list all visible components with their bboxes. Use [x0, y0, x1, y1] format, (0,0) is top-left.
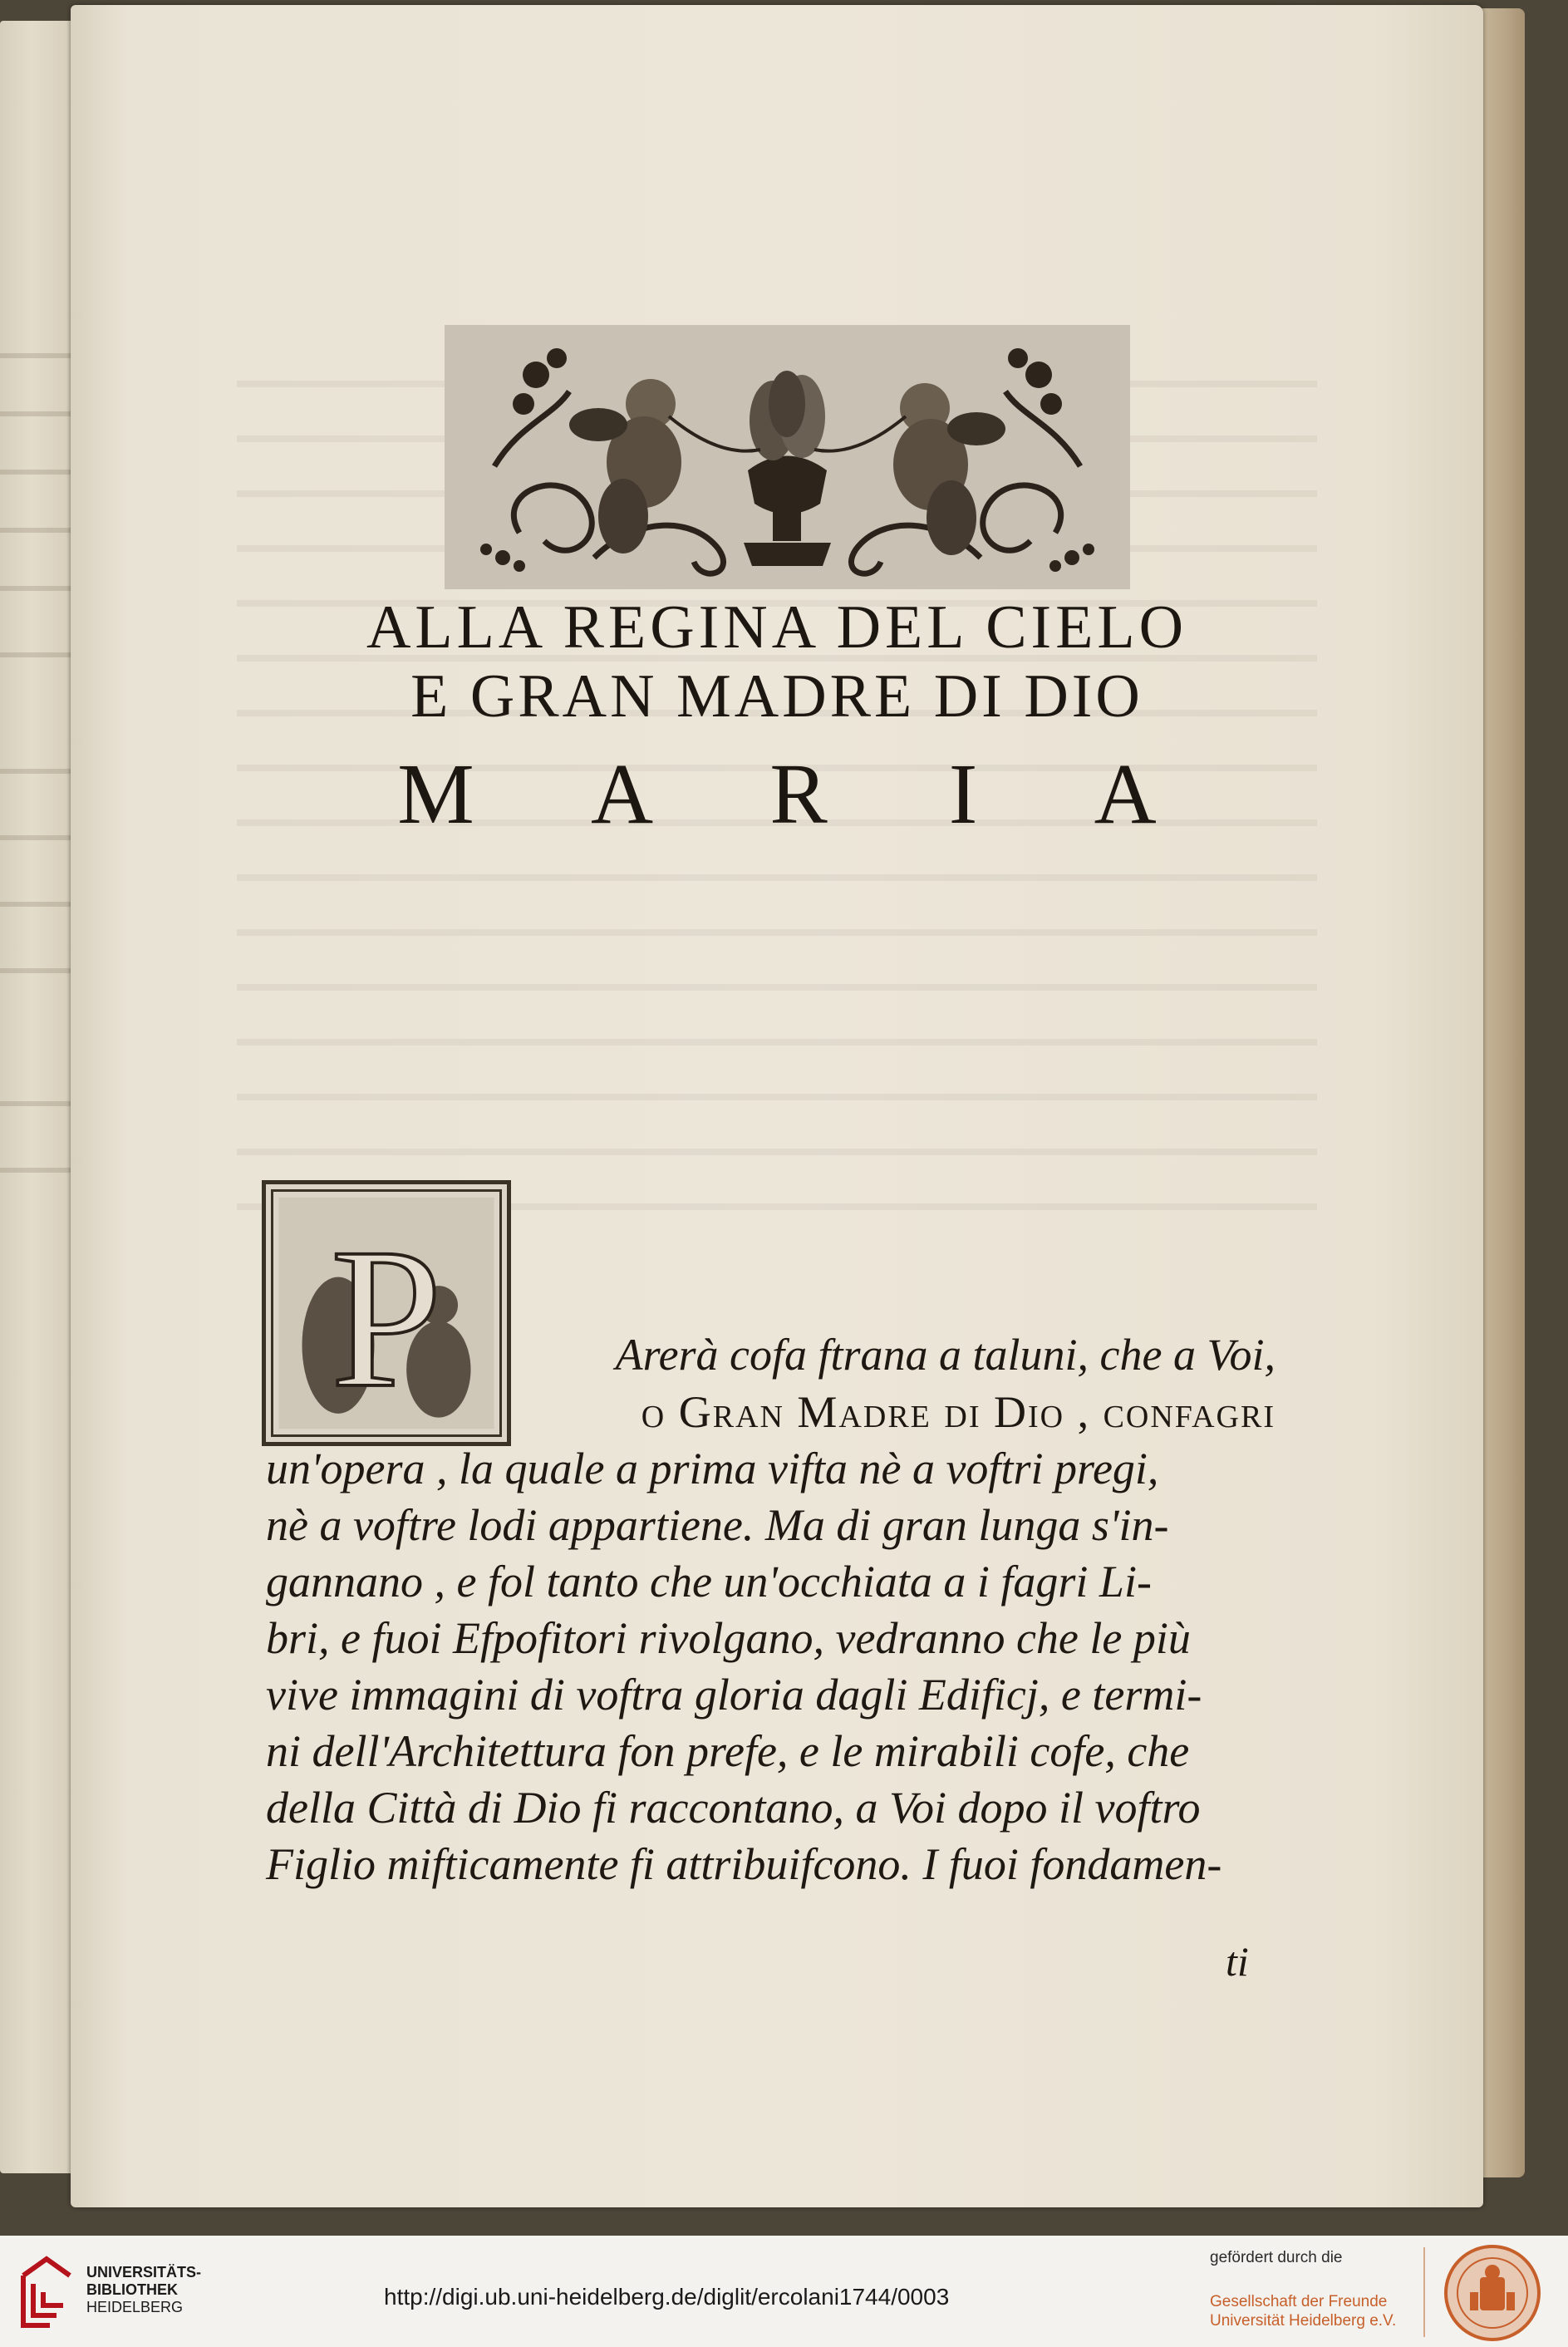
- text-line-8: ni dell'Architettura fon prefe, e le mirabili cofe, che: [266, 1726, 1190, 1776]
- library-line-1: UNIVERSITÄTS-: [86, 2264, 202, 2281]
- footer-divider: [1423, 2247, 1425, 2337]
- catchword: ti: [1226, 1938, 1249, 1985]
- text-line-4: nè a voftre lodi appartiene. Ma di gran lunga s'in-: [266, 1500, 1169, 1550]
- left-page-edge: [0, 21, 79, 2173]
- cherub-vase-ornament-icon: [445, 325, 1130, 589]
- heading-line-2: E GRAN MADRE DI DIO: [410, 662, 1143, 731]
- svg-text:P: P: [330, 1208, 443, 1429]
- heading-maria: M A R I A: [397, 746, 1207, 842]
- text-line-3: un'opera , la quale a prima vifta nè a voftri pregi,: [266, 1444, 1159, 1493]
- text-line-6: bri, e fuoi Efpofitori rivolgano, vedranno che le più: [266, 1613, 1191, 1663]
- permalink-url[interactable]: http://digi.ub.uni-heidelberg.de/diglit/ercolani1744/0003: [384, 2284, 950, 2310]
- decorated-initial: [262, 1180, 511, 1446]
- society-line-2: Universität Heidelberg e.V.: [1210, 2312, 1397, 2330]
- book-page: [71, 5, 1483, 2207]
- text-line-9: della Città di Dio fi raccontano, a Voi dopo il voftro: [266, 1783, 1201, 1833]
- library-name[interactable]: [86, 2264, 201, 2316]
- text-line-10: Figlio mifticamente fi attribuifcono. I fuoi fondamen-: [266, 1839, 1222, 1889]
- society-name[interactable]: [1210, 2292, 1396, 2330]
- footer-bar: [0, 2236, 1568, 2347]
- text-line-5: gannano , e fol tanto che un'occhiata a i fagri Li-: [266, 1557, 1152, 1606]
- university-seal-icon[interactable]: [1443, 2244, 1541, 2342]
- library-line-2: BIBLIOTHEK: [86, 2281, 178, 2298]
- text-line-2: o Gran Madre di Dio , confagri: [641, 1387, 1276, 1437]
- text-line-7: vive immagini di voftra gloria dagli Edificj, e termi-: [266, 1670, 1202, 1720]
- heading-line-1: ALLA REGINA DEL CIELO: [366, 593, 1188, 662]
- ornament-headpiece: [445, 325, 1130, 589]
- text-line-1: Arerà cofa ftrana a taluni, che a Voi,: [615, 1330, 1276, 1380]
- funded-by-label: gefördert durch die: [1210, 2249, 1343, 2266]
- decorated-initial-p-icon: [266, 1184, 507, 1442]
- society-line-1: Gesellschaft der Freunde: [1210, 2293, 1388, 2310]
- library-line-3: HEIDELBERG: [86, 2299, 184, 2315]
- ub-heidelberg-logo-icon[interactable]: [17, 2251, 76, 2334]
